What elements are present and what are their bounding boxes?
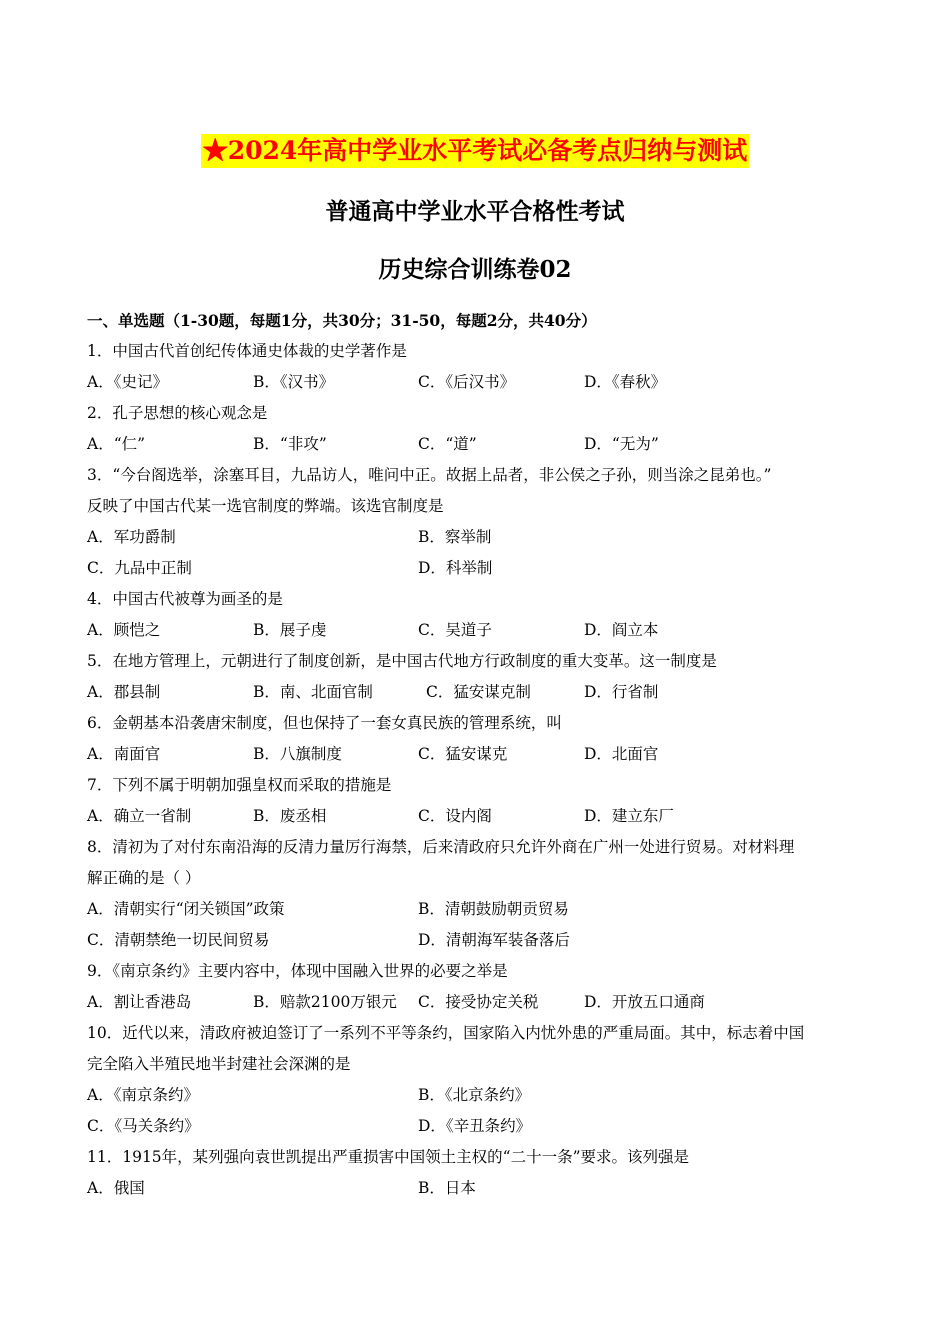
- question-list: [87, 305, 867, 1204]
- option-d: D．北面官: [584, 745, 659, 763]
- question-stem: 1．中国古代首创纪传体通史体裁的史学著作是: [87, 342, 407, 360]
- question-stem: 6．金朝基本沿袭唐宋制度，但也保持了一套女真民族的管理系统，叫: [87, 714, 562, 732]
- option-row: [87, 367, 867, 398]
- question-stem-continued: 完全陷入半殖民地半封建社会深渊的是: [87, 1055, 351, 1073]
- option-b: B．八旗制度: [253, 745, 342, 763]
- question-stem: 8．清初为了对付东南沿海的反清力量厉行海禁，后来清政府只允许外商在广州一处进行贸易。对材料理: [87, 838, 795, 856]
- option-d: D．行省制: [584, 683, 659, 701]
- paper-title: 历史综合训练卷02: [378, 256, 572, 283]
- option-row: [87, 1111, 867, 1142]
- question-stem: 10．近代以来，清政府被迫签订了一系列不平等条约，国家陷入内忧外患的严重局面。其中，标志着中国: [87, 1024, 805, 1042]
- question-stem: 2．孔子思想的核心观念是: [87, 404, 268, 422]
- option-row: [87, 739, 867, 770]
- option-row: [87, 553, 867, 584]
- option-a: A．清朝实行“闭关锁国”政策: [87, 900, 285, 918]
- option-c: C．吴道子: [418, 621, 492, 639]
- option-c: C．“道”: [418, 435, 477, 453]
- option-c: C．猛安谋克: [418, 745, 508, 763]
- option-a: A．《史记》: [87, 373, 168, 391]
- option-a: A．确立一省制: [87, 807, 192, 825]
- question-stem: 4．中国古代被尊为画圣的是: [87, 590, 283, 608]
- option-d: D．清朝海军装备落后: [418, 931, 570, 949]
- option-d: D．《辛丑条约》: [418, 1117, 532, 1135]
- option-b: B．察举制: [418, 528, 492, 546]
- question-stem: 9．《南京条约》主要内容中，体现中国融入世界的必要之举是: [87, 962, 508, 980]
- option-row: [87, 677, 867, 708]
- option-a: A．军功爵制: [87, 528, 176, 546]
- option-a: A．俄国: [87, 1179, 145, 1197]
- option-row: [87, 1080, 867, 1111]
- option-b: B．废丞相: [253, 807, 327, 825]
- question-stem: 7．下列不属于明朝加强皇权而采取的措施是: [87, 776, 392, 794]
- option-b: B．南、北面官制: [253, 683, 373, 701]
- option-c: C．九品中正制: [87, 559, 192, 577]
- option-row: [87, 522, 867, 553]
- option-row: [87, 987, 867, 1018]
- option-b: B．展子虔: [253, 621, 327, 639]
- option-row: [87, 615, 867, 646]
- option-row: [87, 429, 867, 460]
- section-heading: 一、单选题（1-30题，每题1分，共30分；31-50，每题2分，共40分）: [87, 311, 597, 330]
- option-d: D．建立东厂: [584, 807, 674, 825]
- question-stem: 11．1915年，某列强向袁世凯提出严重损害中国领土主权的“二十一条”要求。该列强是: [87, 1148, 690, 1166]
- option-b: B．“非攻”: [253, 435, 327, 453]
- question-stem: 5．在地方管理上，元朝进行了制度创新，是中国古代地方行政制度的重大变革。这一制度是: [87, 652, 717, 670]
- question-stem-continued: 反映了中国古代某一选官制度的弊端。该选官制度是: [87, 497, 444, 515]
- option-b: B．《北京条约》: [418, 1086, 531, 1104]
- option-c: C．《马关条约》: [87, 1117, 200, 1135]
- option-row: [87, 925, 867, 956]
- option-b: B．赔款2100万银元: [253, 993, 397, 1011]
- option-c: C．设内阁: [418, 807, 492, 825]
- option-c: C．《后汉书》: [418, 373, 516, 391]
- option-d: D．“无为”: [584, 435, 659, 453]
- option-row: [87, 1173, 867, 1204]
- banner: [0, 134, 950, 168]
- option-row: [87, 894, 867, 925]
- option-d: D．阎立本: [584, 621, 659, 639]
- option-a: A．“仁”: [87, 435, 146, 453]
- option-d: D．《春秋》: [584, 373, 667, 391]
- exam-title: 普通高中学业水平合格性考试: [325, 198, 625, 225]
- option-c: C．接受协定关税: [418, 993, 539, 1011]
- question-stem-continued: 解正确的是（ ）: [87, 869, 201, 887]
- option-a: A．顾恺之: [87, 621, 161, 639]
- option-c: C．清朝禁绝一切民间贸易: [87, 931, 270, 949]
- option-b: B．清朝鼓励朝贡贸易: [418, 900, 569, 918]
- option-row: [87, 801, 867, 832]
- banner-text: ★2024年高中学业水平考试必备考点归纳与测试: [201, 134, 750, 168]
- option-a: A．南面官: [87, 745, 161, 763]
- option-a: A．《南京条约》: [87, 1086, 199, 1104]
- option-b: B．日本: [418, 1179, 476, 1197]
- option-b: B．《汉书》: [253, 373, 335, 391]
- option-d: D．科举制: [418, 559, 493, 577]
- option-a: A．郡县制: [87, 683, 161, 701]
- option-a: A．割让香港岛: [87, 993, 192, 1011]
- option-c: C．猛安谋克制: [426, 683, 531, 701]
- question-stem: 3．“今台阁选举，涂塞耳目，九品访人，唯问中正。故据上品者，非公侯之子孙，则当涂之昆弟也。”: [87, 466, 772, 484]
- option-d: D．开放五口通商: [584, 993, 705, 1011]
